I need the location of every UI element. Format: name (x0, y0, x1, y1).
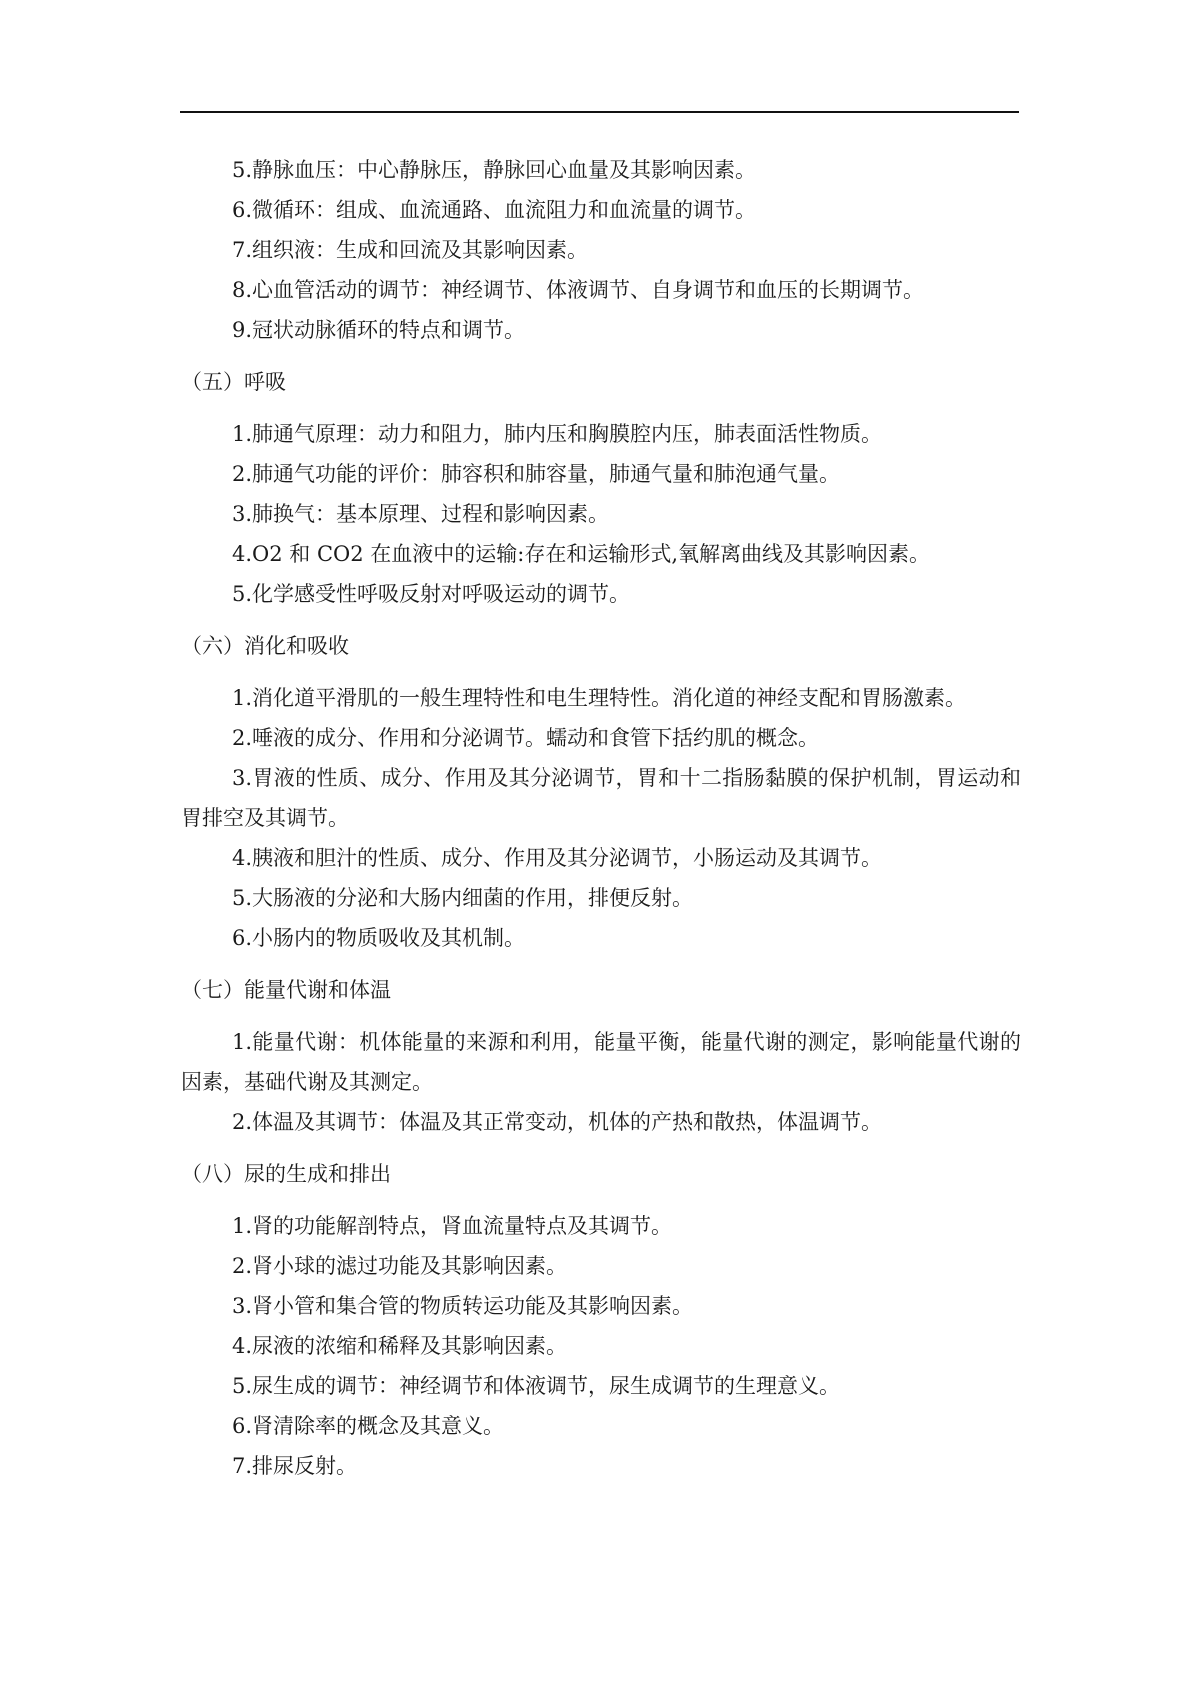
list-item: 1.消化道平滑肌的一般生理特性和电生理特性。消化道的神经支配和胃肠激素。 (232, 686, 967, 710)
list-item: 7.组织液：生成和回流及其影响因素。 (232, 238, 589, 262)
list-item: 2.唾液的成分、作用和分泌调节。蠕动和食管下括约肌的概念。 (232, 726, 820, 750)
list-item: 5.尿生成的调节：神经调节和体液调节，尿生成调节的生理意义。 (232, 1374, 841, 1398)
list-item: 3.肺换气：基本原理、过程和影响因素。 (232, 502, 610, 526)
section-heading: （五）呼吸 (181, 370, 286, 394)
list-item: 5.静脉血压：中心静脉压，静脉回心血量及其影响因素。 (232, 158, 757, 182)
section-heading: （八）尿的生成和排出 (181, 1162, 391, 1186)
list-item: 2.体温及其调节：体温及其正常变动，机体的产热和散热，体温调节。 (232, 1110, 883, 1134)
list-item: 3.胃液的性质、成分、作用及其分泌调节，胃和十二指肠黏膜的保护机制，胃运动和胃排空及其调节。 (181, 766, 1021, 830)
section-heading: （七）能量代谢和体温 (181, 978, 391, 1002)
header-rule (180, 111, 1019, 113)
list-item: 4.尿液的浓缩和稀释及其影响因素。 (232, 1334, 568, 1358)
list-item: 9.冠状动脉循环的特点和调节。 (232, 318, 526, 342)
list-item: 2.肺通气功能的评价：肺容积和肺容量，肺通气量和肺泡通气量。 (232, 462, 841, 486)
document-body (181, 150, 1021, 1486)
list-item: 8.心血管活动的调节：神经调节、体液调节、自身调节和血压的长期调节。 (232, 278, 925, 302)
list-item: 1.能量代谢：机体能量的来源和利用，能量平衡，能量代谢的测定，影响能量代谢的因素，基础代谢及其测定。 (181, 1030, 1021, 1094)
list-item: 6.小肠内的物质吸收及其机制。 (232, 926, 526, 950)
list-item: 6.微循环：组成、血流通路、血流阻力和血流量的调节。 (232, 198, 757, 222)
list-item: 5.化学感受性呼吸反射对呼吸运动的调节。 (232, 582, 631, 606)
list-item: 2.肾小球的滤过功能及其影响因素。 (232, 1254, 568, 1278)
list-item: 3.肾小管和集合管的物质转运功能及其影响因素。 (232, 1294, 694, 1318)
section-heading: （六）消化和吸收 (181, 634, 349, 658)
list-item: 1.肾的功能解剖特点，肾血流量特点及其调节。 (232, 1214, 673, 1238)
list-item: 1.肺通气原理：动力和阻力，肺内压和胸膜腔内压，肺表面活性物质。 (232, 422, 883, 446)
list-item: 7.排尿反射。 (232, 1454, 358, 1478)
list-item: 5.大肠液的分泌和大肠内细菌的作用，排便反射。 (232, 886, 694, 910)
list-item: 4.O2 和 CO2 在血液中的运输:存在和运输形式,氧解离曲线及其影响因素。 (232, 542, 931, 566)
list-item: 6.肾清除率的概念及其意义。 (232, 1414, 505, 1438)
list-item: 4.胰液和胆汁的性质、成分、作用及其分泌调节，小肠运动及其调节。 (232, 846, 883, 870)
